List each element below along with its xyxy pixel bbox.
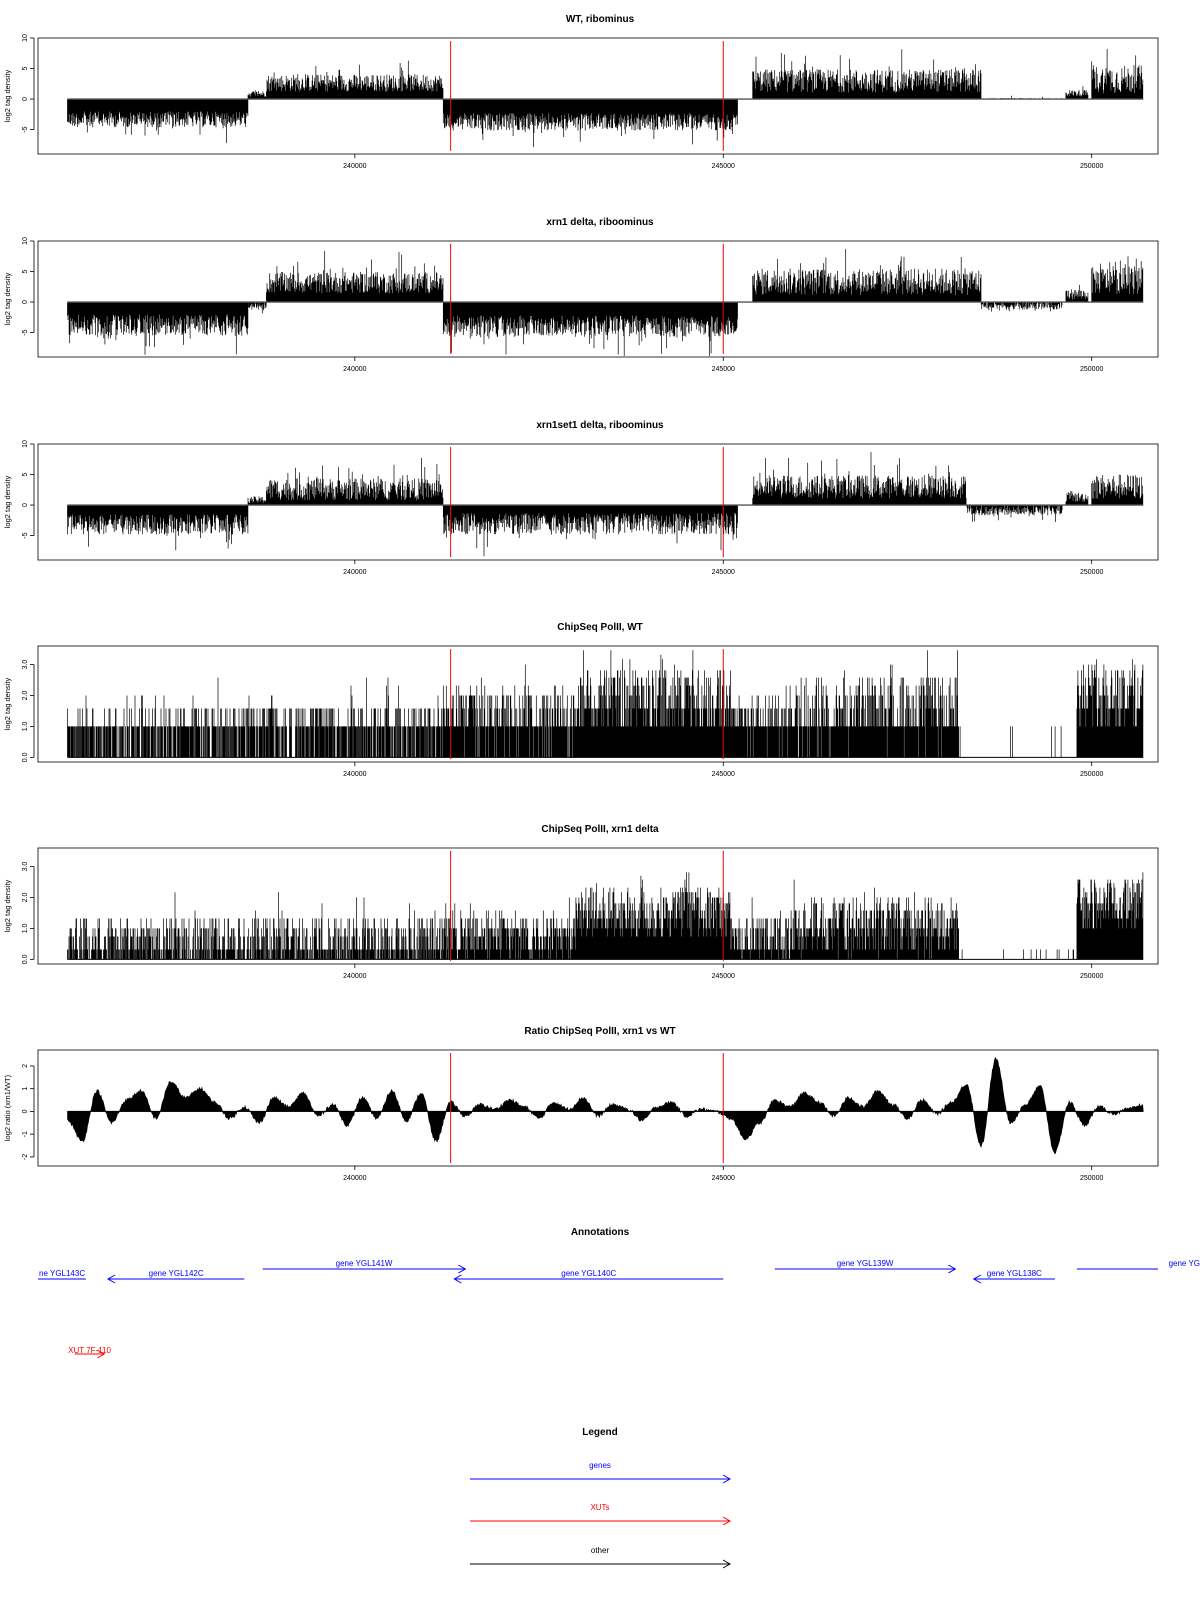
bar-segment: [790, 880, 959, 960]
x-axis: [343, 964, 1103, 980]
bar-segment: [68, 505, 248, 550]
panel-title: ChipSeq PolII, xrn1 delta: [541, 824, 659, 835]
legend-label: genes: [589, 1461, 611, 1470]
y-tick-label: 0: [22, 300, 29, 305]
panel-2: [3, 217, 1158, 373]
panel-1: [3, 14, 1158, 170]
x-tick-label: 245000: [711, 366, 735, 373]
bar-segment: [266, 251, 443, 302]
x-axis: [343, 357, 1103, 373]
bar-segment: [962, 950, 1074, 960]
bar-segment: [576, 650, 731, 757]
y-tick-label: 0.0: [22, 752, 29, 763]
y-tick-label: 10: [22, 440, 29, 448]
x-tick-label: 250000: [1080, 163, 1104, 170]
x-tick-label: 250000: [1080, 569, 1104, 576]
bar-segment: [1066, 285, 1088, 302]
y-axis: [22, 440, 34, 539]
panel-3: [3, 420, 1158, 576]
x-tick-label: 250000: [1080, 1175, 1104, 1182]
bar-segment: [1077, 659, 1143, 757]
x-tick-label: 240000: [343, 771, 367, 778]
y-axis: [22, 237, 34, 336]
bar-segment: [1092, 256, 1143, 302]
bar-segment: [1066, 86, 1088, 99]
bar-segment: [443, 898, 576, 960]
x-axis: [343, 762, 1103, 778]
panel-title: xrn1 delta, riboominus: [546, 217, 654, 228]
bar-segment: [248, 302, 266, 313]
bar-segment: [443, 302, 737, 356]
x-tick-label: 245000: [711, 569, 735, 576]
y-tick-label: 2: [22, 1063, 29, 1068]
bar-segment: [753, 249, 981, 302]
y-tick-label: 0: [22, 503, 29, 508]
annotations-title: Annotations: [570, 1227, 630, 1238]
bar-segment: [443, 505, 737, 556]
bar-segment: [753, 49, 981, 99]
legend-panel: [470, 1427, 730, 1568]
plot-frame: [38, 444, 1158, 560]
bar-segment: [68, 892, 443, 959]
y-tick-label: 2.0: [22, 892, 29, 903]
x-tick-label: 250000: [1080, 973, 1104, 980]
y-tick-label: 1.0: [22, 721, 29, 732]
plot-frame: [38, 38, 1158, 154]
y-axis: [22, 660, 34, 763]
x-tick-label: 240000: [343, 569, 367, 576]
bar-segment: [731, 898, 789, 960]
x-tick-label: 245000: [711, 1175, 735, 1182]
x-tick-label: 245000: [711, 771, 735, 778]
bar-segment: [731, 686, 790, 758]
legend-label: XUTs: [590, 1503, 610, 1512]
y-tick-label: -5: [22, 532, 29, 539]
data-series: [67, 1058, 1143, 1154]
x-tick-label: 240000: [343, 163, 367, 170]
y-axis-label: log2 tag density: [3, 879, 12, 933]
bar-segment: [1092, 475, 1143, 506]
y-tick-label: 5: [22, 269, 29, 274]
y-tick-label: 5: [22, 472, 29, 477]
legend-title: Legend: [582, 1427, 618, 1438]
x-tick-label: 250000: [1080, 771, 1104, 778]
y-tick-label: 2.0: [22, 690, 29, 701]
panel-title: xrn1set1 delta, riboominus: [536, 420, 664, 431]
x-axis: [343, 1166, 1103, 1182]
y-tick-label: 0: [22, 1109, 29, 1114]
y-tick-label: -2: [22, 1153, 29, 1161]
y-tick-label: 1.0: [22, 923, 29, 934]
x-tick-label: 240000: [343, 1175, 367, 1182]
annotations-panel: [38, 1227, 1200, 1358]
gene-label: gene YGL142C: [148, 1269, 204, 1278]
panel-6: [3, 1026, 1158, 1182]
xut-label: XUT 7F-110: [68, 1346, 112, 1355]
x-tick-label: 245000: [711, 163, 735, 170]
y-tick-label: 1: [22, 1086, 29, 1091]
y-tick-label: 10: [22, 237, 29, 245]
bar-segment: [966, 505, 1062, 522]
y-tick-label: 5: [22, 66, 29, 71]
x-tick-label: 240000: [343, 973, 367, 980]
bar-segment: [443, 99, 737, 147]
gene-label: gene YG: [1168, 1259, 1200, 1268]
gene-label: gene YGL138C: [986, 1269, 1042, 1278]
bar-segment: [960, 726, 1061, 757]
gene-label: ne YGL143C: [39, 1269, 86, 1278]
ratio-area: [68, 1058, 1144, 1154]
x-tick-label: 240000: [343, 366, 367, 373]
bar-segment: [68, 302, 248, 355]
plot-frame: [38, 241, 1158, 357]
y-tick-label: 0: [22, 97, 29, 102]
x-axis: [343, 560, 1103, 576]
legend-label: other: [590, 1546, 610, 1555]
data-series: [67, 249, 1143, 356]
y-tick-label: -1: [22, 1131, 29, 1138]
bar-segment: [248, 497, 266, 506]
y-tick-label: 10: [22, 34, 29, 42]
y-axis-label: log2 tag density: [3, 677, 12, 731]
y-axis-label: log2 ratio (xrn1/WT): [3, 1074, 12, 1142]
bar-segment: [1066, 491, 1088, 505]
bar-segment: [1077, 872, 1143, 959]
bar-segment: [1092, 49, 1143, 99]
bar-segment: [68, 99, 248, 143]
x-axis: [343, 154, 1103, 170]
y-axis: [22, 34, 34, 133]
gene-label: gene YGL139W: [836, 1259, 894, 1268]
panel-title: WT, ribominus: [565, 14, 635, 25]
gene-label: gene YGL141W: [335, 1259, 393, 1268]
bar-segment: [266, 61, 443, 99]
y-tick-label: 3.0: [22, 659, 29, 670]
bar-segment: [981, 302, 1062, 312]
bar-segment: [68, 678, 444, 758]
panel-4: [3, 622, 1158, 778]
bar-segment: [576, 872, 731, 959]
y-axis: [22, 1064, 34, 1160]
y-axis-label: log2 tag density: [3, 69, 12, 123]
panel-5: [3, 824, 1158, 980]
y-axis-label: log2 tag density: [3, 272, 12, 326]
data-series: [67, 49, 1143, 147]
gene-label: gene YGL140C: [561, 1269, 617, 1278]
bar-segment: [790, 650, 959, 757]
panel-title: Ratio ChipSeq PolII, xrn1 vs WT: [524, 1026, 676, 1037]
data-series: [67, 872, 1143, 959]
y-tick-label: 3.0: [22, 861, 29, 872]
panel-title: ChipSeq PolII, WT: [557, 622, 643, 633]
y-tick-label: -5: [22, 126, 29, 133]
y-axis: [22, 862, 34, 965]
x-tick-label: 245000: [711, 973, 735, 980]
bar-segment: [443, 665, 576, 758]
x-tick-label: 250000: [1080, 366, 1104, 373]
y-tick-label: -5: [22, 329, 29, 336]
bar-segment: [248, 90, 266, 99]
data-series: [67, 650, 1143, 757]
data-series: [67, 452, 1143, 556]
y-tick-label: 0.0: [22, 954, 29, 965]
bar-segment: [753, 452, 966, 505]
y-axis-label: log2 tag density: [3, 475, 12, 529]
bar-segment: [266, 458, 443, 505]
